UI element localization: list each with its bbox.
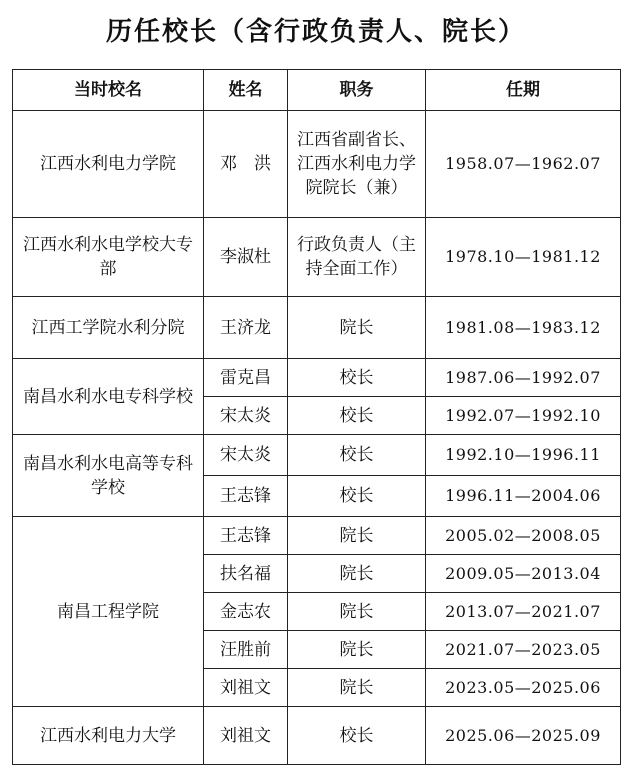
table-row <box>13 359 621 397</box>
position: 行政负责人（主持全面工作） <box>288 218 426 297</box>
term: 2009.05—2013.04 <box>426 555 621 593</box>
principal-name: 金志农 <box>204 593 288 631</box>
position: 江西省副省长、江西水利电力学院院长（兼） <box>288 111 426 218</box>
table-header-row <box>13 70 621 111</box>
term: 1958.07—1962.07 <box>426 111 621 218</box>
term: 2021.07—2023.05 <box>426 631 621 669</box>
term: 2013.07—2021.07 <box>426 593 621 631</box>
principal-name: 汪胜前 <box>204 631 288 669</box>
school-name: 南昌水利水电专科学校 <box>13 359 204 435</box>
position: 院长 <box>288 669 426 707</box>
principal-name: 邓 洪 <box>204 111 288 218</box>
term: 1987.06—1992.07 <box>426 359 621 397</box>
header-term: 任期 <box>426 70 621 111</box>
header-school: 当时校名 <box>13 70 204 111</box>
school-name: 江西水利电力学院 <box>13 111 204 218</box>
principal-name: 宋太炎 <box>204 435 288 476</box>
position: 校长 <box>288 397 426 435</box>
school-name: 江西水利水电学校大专部 <box>13 218 204 297</box>
term: 1992.10—1996.11 <box>426 435 621 476</box>
position: 院长 <box>288 297 426 359</box>
term: 1996.11—2004.06 <box>426 476 621 517</box>
position: 院长 <box>288 593 426 631</box>
position: 院长 <box>288 631 426 669</box>
school-name: 江西工学院水利分院 <box>13 297 204 359</box>
position: 院长 <box>288 555 426 593</box>
principal-name: 王志锋 <box>204 476 288 517</box>
school-name: 江西水利电力大学 <box>13 707 204 765</box>
principal-name: 刘祖文 <box>204 669 288 707</box>
principal-name: 王志锋 <box>204 517 288 555</box>
term: 1978.10—1981.12 <box>426 218 621 297</box>
school-name: 南昌水利水电高等专科学校 <box>13 435 204 517</box>
term: 2025.06—2025.09 <box>426 707 621 765</box>
term: 1981.08—1983.12 <box>426 297 621 359</box>
principal-name: 宋太炎 <box>204 397 288 435</box>
table-row <box>13 435 621 476</box>
term: 2023.05—2025.06 <box>426 669 621 707</box>
table-row <box>13 517 621 555</box>
principals-table <box>12 69 621 765</box>
position: 院长 <box>288 517 426 555</box>
principal-name: 刘祖文 <box>204 707 288 765</box>
position: 校长 <box>288 435 426 476</box>
term: 2005.02—2008.05 <box>426 517 621 555</box>
principal-name: 李淑杜 <box>204 218 288 297</box>
table-row <box>13 707 621 765</box>
position: 校长 <box>288 359 426 397</box>
page-title: 历任校长（含行政负责人、院长） <box>105 17 526 47</box>
table-row <box>13 297 621 359</box>
principal-name: 扶名福 <box>204 555 288 593</box>
term: 1992.07—1992.10 <box>426 397 621 435</box>
table-row <box>13 218 621 297</box>
position: 校长 <box>288 707 426 765</box>
principal-name: 雷克昌 <box>204 359 288 397</box>
principal-name: 王济龙 <box>204 297 288 359</box>
table-row <box>13 111 621 218</box>
school-name: 南昌工程学院 <box>13 517 204 707</box>
header-position: 职务 <box>288 70 426 111</box>
position: 校长 <box>288 476 426 517</box>
header-name: 姓名 <box>204 70 288 111</box>
